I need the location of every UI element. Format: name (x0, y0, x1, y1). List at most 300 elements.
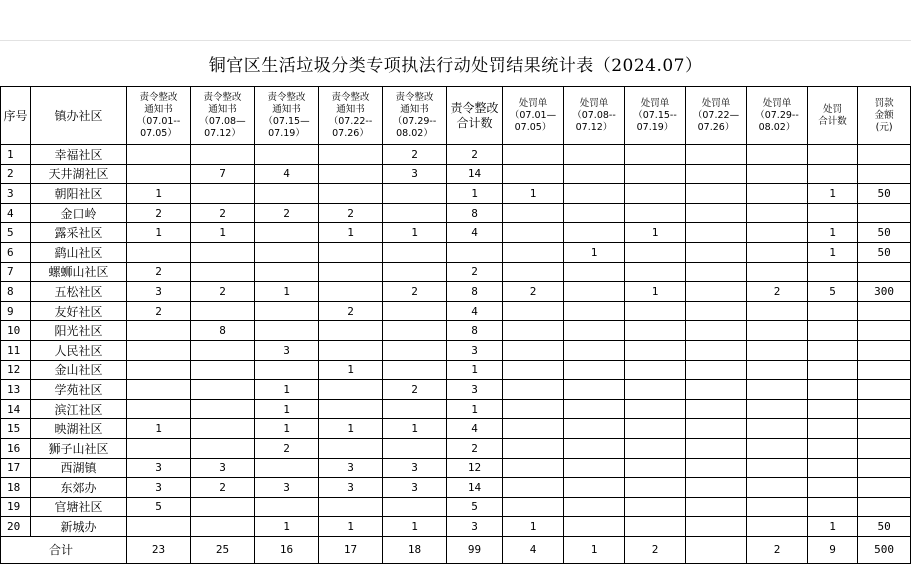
table-cell: 1 (191, 223, 255, 243)
table-cell (625, 301, 686, 321)
header-penalty-3-line: 处罚单 (640, 97, 670, 109)
table-row (1, 478, 911, 498)
table-cell (127, 380, 191, 400)
table-row (1, 340, 911, 360)
header-notice-3-line: （07.15— (263, 115, 310, 127)
sheet-top-band (0, 0, 911, 41)
table-cell (255, 262, 319, 282)
table-cell (686, 282, 747, 302)
table-cell (383, 399, 447, 419)
table-cell (447, 242, 503, 262)
header-penalty-2 (564, 87, 625, 145)
table-cell (319, 282, 383, 302)
table-cell: 2 (127, 203, 191, 223)
table-cell (858, 360, 911, 380)
table-cell (383, 497, 447, 517)
table-cell: 3 (127, 478, 191, 498)
community-name: 映湖社区 (31, 419, 127, 439)
table-cell (255, 321, 319, 341)
total-cell: 4 (503, 536, 564, 563)
statistics-sheet (0, 41, 910, 564)
table-cell (625, 203, 686, 223)
table-cell (686, 419, 747, 439)
table-cell: 1 (625, 223, 686, 243)
table-cell (191, 145, 255, 165)
table-cell (747, 164, 808, 184)
table-cell (625, 242, 686, 262)
table-cell (747, 242, 808, 262)
total-cell (686, 536, 747, 563)
table-row (1, 242, 911, 262)
table-cell (686, 438, 747, 458)
table-cell (383, 321, 447, 341)
table-cell (319, 145, 383, 165)
table-cell (625, 438, 686, 458)
table-cell: 8 (447, 203, 503, 223)
table-cell: 2 (319, 301, 383, 321)
table-cell (747, 321, 808, 341)
row-index: 20 (1, 517, 31, 537)
table-cell: 1 (127, 419, 191, 439)
table-cell (625, 360, 686, 380)
header-penalty-4-line: （07.22— (692, 109, 740, 121)
header-notice-total (447, 87, 503, 145)
header-notice-1-line: （07.01-- (136, 115, 181, 127)
table-row (1, 517, 911, 537)
table-cell (686, 399, 747, 419)
header-notice-2 (191, 87, 255, 145)
table-cell (858, 340, 911, 360)
table-cell (808, 399, 858, 419)
header-notice-1-line: 通知书 (144, 103, 173, 115)
row-index: 8 (1, 282, 31, 302)
table-cell (319, 164, 383, 184)
header-penalty-2-line: 处罚单 (579, 97, 609, 109)
header-fine-amount-line: (元) (875, 121, 893, 133)
table-cell (747, 203, 808, 223)
table-cell (747, 184, 808, 204)
total-cell: 2 (625, 536, 686, 563)
table-cell: 3 (383, 458, 447, 478)
community-name: 金山社区 (31, 360, 127, 380)
table-cell (255, 184, 319, 204)
table-cell (686, 380, 747, 400)
table-cell (747, 340, 808, 360)
table-row (1, 399, 911, 419)
table-cell: 1 (383, 223, 447, 243)
total-cell: 2 (747, 536, 808, 563)
table-row (1, 145, 911, 165)
table-cell (503, 360, 564, 380)
table-cell (747, 399, 808, 419)
table-cell (503, 223, 564, 243)
table-cell (127, 145, 191, 165)
header-penalty-5 (747, 87, 808, 145)
table-cell (686, 497, 747, 517)
total-cell: 25 (191, 536, 255, 563)
row-index: 4 (1, 203, 31, 223)
total-cell: 17 (319, 536, 383, 563)
header-penalty-1-line: （07.01— (509, 109, 557, 121)
table-cell: 2 (447, 145, 503, 165)
table-cell (858, 380, 911, 400)
table-cell: 1 (127, 223, 191, 243)
table-cell (858, 262, 911, 282)
community-name: 滨江社区 (31, 399, 127, 419)
header-notice-4-line: 责令整改 (331, 91, 370, 103)
header-penalty-5-line: （07.29-- (755, 109, 799, 121)
header-penalty-3 (625, 87, 686, 145)
table-cell (686, 458, 747, 478)
table-cell (808, 497, 858, 517)
table-cell: 2 (191, 282, 255, 302)
table-cell (503, 321, 564, 341)
table-cell (127, 321, 191, 341)
row-index: 13 (1, 380, 31, 400)
header-penalty-total-line: 处罚 (822, 103, 842, 115)
table-cell (625, 340, 686, 360)
table-cell (127, 399, 191, 419)
table-cell (858, 321, 911, 341)
table-cell: 3 (319, 478, 383, 498)
table-cell (503, 301, 564, 321)
table-cell (319, 497, 383, 517)
header-notice-2-line: 07.12） (204, 127, 241, 139)
table-row (1, 301, 911, 321)
table-cell (564, 145, 625, 165)
row-index: 12 (1, 360, 31, 380)
community-name: 五松社区 (31, 282, 127, 302)
table-cell (808, 321, 858, 341)
table-cell: 1 (503, 184, 564, 204)
total-cell: 16 (255, 536, 319, 563)
community-name: 西湖镇 (31, 458, 127, 478)
table-cell (747, 223, 808, 243)
table-cell: 4 (447, 419, 503, 439)
row-index: 16 (1, 438, 31, 458)
header-notice-5-line: 08.02） (396, 127, 433, 139)
table-cell (858, 458, 911, 478)
table-cell (858, 145, 911, 165)
total-label: 合计 (1, 536, 127, 563)
header-notice-total-line: 合计数 (456, 115, 493, 130)
table-cell: 8 (447, 282, 503, 302)
table-cell (191, 380, 255, 400)
table-cell (686, 478, 747, 498)
table-cell (255, 145, 319, 165)
community-name: 朝阳社区 (31, 184, 127, 204)
table-cell (858, 438, 911, 458)
table-cell (858, 419, 911, 439)
table-cell: 3 (383, 478, 447, 498)
header-penalty-total (808, 87, 858, 145)
table-cell (564, 380, 625, 400)
table-cell: 3 (255, 478, 319, 498)
table-cell: 3 (447, 340, 503, 360)
table-cell: 1 (808, 184, 858, 204)
header-notice-5-line: 通知书 (400, 103, 429, 115)
header-notice-total-line: 责令整改 (450, 100, 499, 115)
table-cell (858, 478, 911, 498)
header-penalty-4-line: 07.26） (697, 121, 735, 133)
table-cell (191, 438, 255, 458)
table-cell (564, 262, 625, 282)
header-penalty-3-line: （07.15-- (633, 109, 677, 121)
table-cell (686, 517, 747, 537)
table-cell (383, 203, 447, 223)
community-name: 狮子山社区 (31, 438, 127, 458)
community-name: 幸福社区 (31, 145, 127, 165)
table-cell: 1 (383, 419, 447, 439)
table-cell (383, 438, 447, 458)
table-cell: 4 (447, 301, 503, 321)
table-cell (686, 242, 747, 262)
header-notice-4-line: 通知书 (336, 103, 365, 115)
header-notice-5 (383, 87, 447, 145)
table-cell (564, 301, 625, 321)
table-cell (564, 340, 625, 360)
row-index: 19 (1, 497, 31, 517)
table-cell (808, 262, 858, 282)
row-index: 18 (1, 478, 31, 498)
header-penalty-2-line: （07.08-- (572, 109, 616, 121)
table-cell (625, 380, 686, 400)
header-row (1, 87, 911, 145)
table-cell (747, 478, 808, 498)
table-cell (564, 478, 625, 498)
table-cell (503, 380, 564, 400)
header-penalty-5-line: 08.02） (758, 121, 796, 133)
header-notice-1-line: 责令整改 (139, 91, 178, 103)
community-name: 东郊办 (31, 478, 127, 498)
table-cell (808, 145, 858, 165)
table-cell (127, 164, 191, 184)
table-cell: 1 (625, 282, 686, 302)
community-name: 金口岭 (31, 203, 127, 223)
table-cell: 2 (255, 438, 319, 458)
table-cell (127, 340, 191, 360)
header-seq: 序号 (1, 87, 31, 145)
table-row (1, 438, 911, 458)
table-cell (127, 517, 191, 537)
table-cell (858, 399, 911, 419)
table-cell (858, 301, 911, 321)
total-cell: 9 (808, 536, 858, 563)
total-cell: 500 (858, 536, 911, 563)
header-notice-2-line: 责令整改 (203, 91, 242, 103)
table-cell: 2 (747, 282, 808, 302)
page-title: 铜官区生活垃圾分类专项执法行动处罚结果统计表（2024.07） (1, 41, 911, 87)
table-cell (564, 360, 625, 380)
table-cell (858, 497, 911, 517)
table-cell: 2 (127, 301, 191, 321)
table-cell (564, 321, 625, 341)
community-name: 新城办 (31, 517, 127, 537)
table-cell: 1 (447, 360, 503, 380)
header-penalty-2-line: 07.12） (575, 121, 613, 133)
table-cell (747, 458, 808, 478)
row-index: 5 (1, 223, 31, 243)
community-name: 学苑社区 (31, 380, 127, 400)
table-cell (564, 223, 625, 243)
table-cell: 300 (858, 282, 911, 302)
table-cell (747, 301, 808, 321)
table-cell: 2 (447, 262, 503, 282)
table-cell (686, 145, 747, 165)
row-index: 9 (1, 301, 31, 321)
table-cell (319, 321, 383, 341)
table-cell (564, 203, 625, 223)
table-cell (625, 184, 686, 204)
table-row (1, 360, 911, 380)
table-cell: 3 (447, 517, 503, 537)
table-cell: 2 (383, 282, 447, 302)
table-row (1, 458, 911, 478)
table-cell: 1 (447, 399, 503, 419)
table-cell (503, 242, 564, 262)
table-cell: 50 (858, 242, 911, 262)
table-cell (625, 478, 686, 498)
table-cell: 2 (319, 203, 383, 223)
table-cell (564, 517, 625, 537)
table-cell: 1 (564, 242, 625, 262)
table-cell (503, 497, 564, 517)
table-cell (383, 262, 447, 282)
total-cell: 1 (564, 536, 625, 563)
total-row (1, 536, 911, 563)
table-cell (747, 517, 808, 537)
table-cell (808, 478, 858, 498)
table-cell (255, 301, 319, 321)
table-cell (686, 321, 747, 341)
table-cell (503, 203, 564, 223)
table-cell (686, 223, 747, 243)
table-cell (191, 419, 255, 439)
table-cell: 1 (808, 223, 858, 243)
table-cell: 2 (503, 282, 564, 302)
table-cell (686, 360, 747, 380)
table-cell (808, 340, 858, 360)
table-cell (383, 242, 447, 262)
table-row (1, 223, 911, 243)
table-cell: 3 (127, 282, 191, 302)
table-cell (625, 458, 686, 478)
table-cell (564, 497, 625, 517)
header-notice-1-line: 07.05） (140, 127, 177, 139)
row-index: 3 (1, 184, 31, 204)
community-name: 露采社区 (31, 223, 127, 243)
table-cell (503, 164, 564, 184)
table-cell (255, 458, 319, 478)
table-cell (808, 301, 858, 321)
table-cell (686, 340, 747, 360)
table-cell (808, 360, 858, 380)
table-cell (747, 360, 808, 380)
table-cell (625, 517, 686, 537)
table-cell (255, 223, 319, 243)
table-cell (191, 262, 255, 282)
table-cell (564, 164, 625, 184)
header-notice-5-line: 责令整改 (395, 91, 434, 103)
row-index: 15 (1, 419, 31, 439)
table-cell (191, 517, 255, 537)
penalty-table (0, 41, 911, 564)
table-cell (808, 438, 858, 458)
row-index: 1 (1, 145, 31, 165)
table-cell (127, 360, 191, 380)
header-penalty-5-line: 处罚单 (762, 97, 792, 109)
table-cell (383, 301, 447, 321)
table-row (1, 262, 911, 282)
table-cell (686, 164, 747, 184)
table-cell (383, 360, 447, 380)
table-cell (503, 145, 564, 165)
row-index: 10 (1, 321, 31, 341)
table-cell (564, 184, 625, 204)
table-cell: 5 (127, 497, 191, 517)
header-notice-3-line: 通知书 (272, 103, 301, 115)
header-penalty-total-line: 合计数 (818, 115, 847, 127)
table-cell: 4 (255, 164, 319, 184)
table-cell: 1 (319, 223, 383, 243)
header-penalty-4 (686, 87, 747, 145)
table-row (1, 321, 911, 341)
table-cell: 3 (383, 164, 447, 184)
table-cell (625, 419, 686, 439)
table-cell: 50 (858, 517, 911, 537)
table-cell: 14 (447, 164, 503, 184)
table-cell (747, 497, 808, 517)
table-cell (808, 419, 858, 439)
header-penalty-4-line: 处罚单 (701, 97, 731, 109)
table-cell: 1 (503, 517, 564, 537)
community-name: 鹞山社区 (31, 242, 127, 262)
table-cell (191, 340, 255, 360)
header-notice-2-line: 通知书 (208, 103, 237, 115)
table-cell: 1 (127, 184, 191, 204)
table-cell (191, 242, 255, 262)
table-cell (319, 262, 383, 282)
header-penalty-3-line: 07.19） (636, 121, 674, 133)
table-cell (319, 380, 383, 400)
table-cell (858, 164, 911, 184)
table-cell: 2 (127, 262, 191, 282)
table-cell (191, 184, 255, 204)
table-cell: 2 (383, 380, 447, 400)
table-cell: 2 (447, 438, 503, 458)
table-cell (858, 203, 911, 223)
row-index: 6 (1, 242, 31, 262)
header-notice-4-line: （07.22-- (328, 115, 373, 127)
community-name: 友好社区 (31, 301, 127, 321)
table-cell: 1 (319, 360, 383, 380)
row-index: 14 (1, 399, 31, 419)
header-notice-3-line: 07.19） (268, 127, 305, 139)
table-cell: 12 (447, 458, 503, 478)
community-name: 官塘社区 (31, 497, 127, 517)
table-cell: 5 (808, 282, 858, 302)
table-cell: 3 (255, 340, 319, 360)
table-row (1, 419, 911, 439)
header-notice-3-line: 责令整改 (267, 91, 306, 103)
table-cell (503, 478, 564, 498)
table-cell: 7 (191, 164, 255, 184)
table-cell: 8 (447, 321, 503, 341)
table-cell: 1 (808, 242, 858, 262)
table-cell (319, 399, 383, 419)
table-row (1, 164, 911, 184)
table-cell (686, 301, 747, 321)
